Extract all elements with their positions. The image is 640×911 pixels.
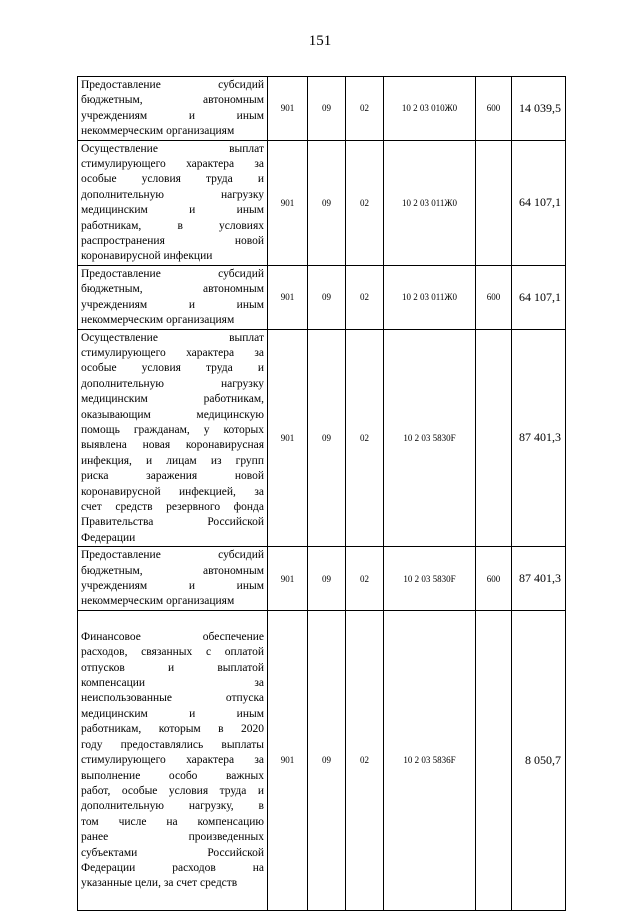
description-last-line: некоммерческим организациям [81, 125, 235, 138]
ministry-code: 901 [268, 610, 308, 910]
description-line: дополнительную нагрузку [81, 188, 264, 201]
expense-type-code: 600 [476, 77, 512, 141]
table-row [78, 140, 566, 265]
description-line: бюджетным, автономным [81, 283, 264, 296]
description-line: расходов, связанных с оплатой [81, 646, 264, 659]
section-code: 09 [308, 329, 346, 547]
description-line: учреждениям и иным [81, 580, 264, 592]
description-line: стимулирующего характера за [81, 158, 264, 171]
description-line: помощь гражданам, у которых [81, 423, 264, 436]
description-line: Осуществление выплат [81, 331, 264, 344]
budget-table [77, 76, 566, 911]
row-description [78, 265, 268, 329]
section-code: 09 [308, 77, 346, 141]
expense-type-code: 600 [476, 265, 512, 329]
table-row [78, 77, 566, 141]
description-last-line: некоммерческим организациям [81, 595, 235, 608]
description-line: работникам, которым в 2020 [81, 723, 264, 736]
description-line: медицинским работникам, [81, 393, 264, 406]
description-line: компенсации за [81, 677, 264, 690]
ministry-code: 901 [268, 77, 308, 141]
target-article-code: 10 2 03 011Ж0 [384, 140, 476, 265]
amount: 14 039,5 [512, 77, 566, 141]
ministry-code: 901 [268, 329, 308, 547]
subsection-code: 02 [346, 77, 384, 141]
description-line: выполнение особо важных [81, 769, 264, 782]
expense-type-code: 600 [476, 547, 512, 611]
description-line: распространения новой [81, 235, 264, 248]
description-line: дополнительную нагрузку, в [81, 800, 264, 813]
subsection-code: 02 [346, 547, 384, 611]
table-row [78, 610, 566, 910]
target-article-code: 10 2 03 5830F [384, 329, 476, 547]
description-line: счет средств резервного фонда [81, 500, 264, 513]
description-line: субъектами Российской [81, 846, 264, 859]
target-article-code: 10 2 03 010Ж0 [384, 77, 476, 141]
expense-type-code [476, 329, 512, 547]
description-line: году предоставлялись выплаты [81, 738, 264, 751]
section-code: 09 [308, 140, 346, 265]
description-line: Федерации расходов на [81, 861, 264, 874]
ministry-code: 901 [268, 547, 308, 611]
table-row [78, 329, 566, 547]
row-description [78, 140, 268, 265]
description-line: инфекция, и лицам из групп [81, 454, 264, 467]
section-code: 09 [308, 610, 346, 910]
description-line: риска заражения новой [81, 470, 264, 483]
description-line: Финансовое обеспечение [81, 630, 264, 643]
section-code: 09 [308, 547, 346, 611]
ministry-code: 901 [268, 265, 308, 329]
description-line: Осуществление выплат [81, 142, 264, 155]
description-line: выявлена новая коронавирусная [81, 439, 264, 452]
amount: 64 107,1 [512, 265, 566, 329]
page-number: 151 [308, 33, 332, 49]
row-description [78, 329, 268, 547]
expense-type-code [476, 140, 512, 265]
subsection-code: 02 [346, 140, 384, 265]
description-line: Предоставление субсидий [81, 79, 264, 91]
expense-type-code [476, 610, 512, 910]
description-last-line: Федерации [81, 531, 136, 544]
description-line: Предоставление субсидий [81, 549, 264, 562]
target-article-code: 10 2 03 011Ж0 [384, 265, 476, 329]
description-line: стимулирующего характера за [81, 754, 264, 767]
row-description [78, 610, 268, 910]
description-line: особые условия труда и [81, 173, 264, 186]
subsection-code: 02 [346, 265, 384, 329]
row-description [78, 77, 268, 141]
row-description [78, 547, 268, 611]
table-row [78, 547, 566, 611]
description-line: работ, особые условия труда и [81, 784, 264, 797]
subsection-code: 02 [346, 329, 384, 547]
description-line: отпусков и выплатой [81, 661, 264, 674]
description-line: Правительства Российской [81, 516, 264, 529]
description-line: стимулирующего характера за [81, 346, 264, 359]
description-line: том числе на компенсацию [81, 815, 264, 828]
amount: 64 107,1 [512, 140, 566, 265]
amount: 8 050,7 [512, 610, 566, 910]
description-line: бюджетным, автономным [81, 94, 264, 107]
description-line: учреждениям и иным [81, 109, 264, 122]
amount: 87 401,3 [512, 329, 566, 547]
description-last-line: некоммерческим организациям [81, 314, 235, 327]
description-line: коронавирусной инфекцией, за [81, 485, 264, 498]
ministry-code: 901 [268, 140, 308, 265]
description-line: дополнительную нагрузку [81, 377, 264, 390]
description-line: бюджетным, автономным [81, 564, 264, 577]
subsection-code: 02 [346, 610, 384, 910]
section-code: 09 [308, 265, 346, 329]
target-article-code: 10 2 03 5836F [384, 610, 476, 910]
description-last-line: коронавирусной инфекции [81, 250, 213, 263]
table-row [78, 265, 566, 329]
description-line: неиспользованные отпуска [81, 692, 264, 705]
description-line: медицинским и иным [81, 204, 264, 217]
description-line: учреждениям и иным [81, 298, 264, 311]
description-line: медицинским и иным [81, 707, 264, 720]
description-line: особые условия труда и [81, 362, 264, 375]
description-last-line: указанные цели, за счет средств [81, 877, 238, 890]
target-article-code: 10 2 03 5830F [384, 547, 476, 611]
description-line: ранее произведенных [81, 831, 264, 844]
description-line: работникам, в условиях [81, 219, 264, 232]
description-line: оказывающим медицинскую [81, 408, 264, 421]
amount: 87 401,3 [512, 547, 566, 611]
description-line: Предоставление субсидий [81, 267, 264, 280]
